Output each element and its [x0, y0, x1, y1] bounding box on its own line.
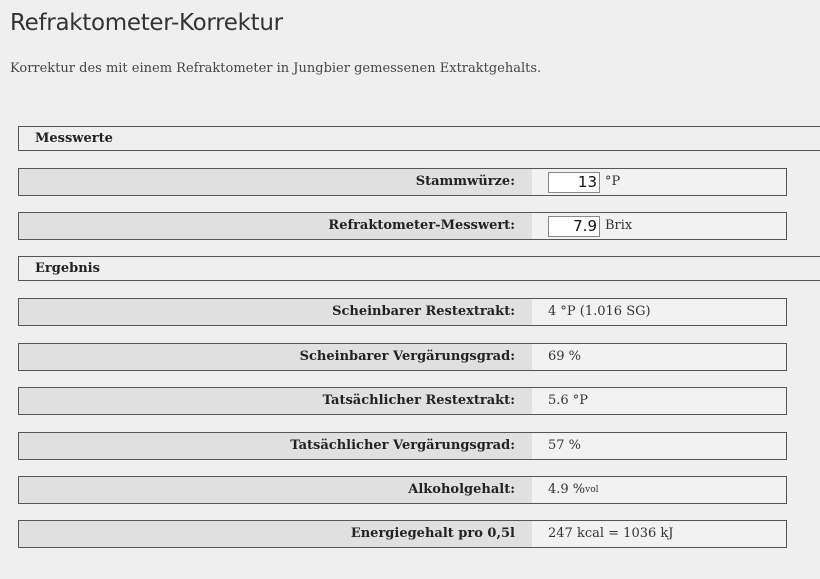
row-scheinbarer-restextrakt: [18, 298, 787, 326]
page-title: Refraktometer-Korrektur: [10, 10, 283, 36]
scheinbarer-vergaerungsgrad-value: 69 %: [548, 349, 582, 364]
energiegehalt-label: Energiegehalt pro 0,5l: [19, 521, 532, 547]
row-scheinbarer-vergaerungsgrad: [18, 343, 787, 371]
stammwuerze-value-cell: [532, 169, 786, 195]
alkoholgehalt-value: 4.9 %: [548, 482, 586, 497]
stammwuerze-input[interactable]: [548, 172, 600, 193]
tatsaechlicher-vergaerungsgrad-value: 57 %: [548, 438, 582, 453]
refraktometer-input[interactable]: [548, 216, 600, 237]
alkoholgehalt-value-cell: [532, 477, 786, 503]
energiegehalt-value: 247 kcal = 1036 kJ: [548, 526, 674, 541]
row-alkoholgehalt: [18, 476, 787, 504]
section-header-messwerte: Messwerte: [18, 126, 820, 151]
stammwuerze-unit: °P: [605, 174, 621, 189]
scheinbarer-restextrakt-value: 4 °P (1.016 SG): [548, 304, 651, 319]
tatsaechlicher-vergaerungsgrad-label: Tatsächlicher Vergärungsgrad:: [19, 433, 532, 459]
refraktometer-unit: Brix: [605, 218, 633, 233]
scheinbarer-restextrakt-label: Scheinbarer Restextrakt:: [19, 299, 532, 325]
refraktometer-label: Refraktometer-Messwert:: [19, 213, 532, 239]
row-tatsaechlicher-restextrakt: [18, 387, 787, 415]
row-tatsaechlicher-vergaerungsgrad: [18, 432, 787, 460]
stammwuerze-label: Stammwürze:: [19, 169, 532, 195]
tatsaechlicher-restextrakt-label: Tatsächlicher Restextrakt:: [19, 388, 532, 414]
alkoholgehalt-label: Alkoholgehalt:: [19, 477, 532, 503]
row-stammwuerze: [18, 168, 787, 196]
row-refraktometer: [18, 212, 787, 240]
row-energiegehalt: [18, 520, 787, 548]
alkoholgehalt-sub: vol: [585, 485, 599, 495]
intro-text: Korrektur des mit einem Refraktometer in Jungbier gemessenen Extraktgehalts.: [10, 61, 542, 76]
refraktometer-value-cell: [532, 213, 786, 239]
section-header-ergebnis: Ergebnis: [18, 256, 820, 281]
scheinbarer-vergaerungsgrad-label: Scheinbarer Vergärungsgrad:: [19, 344, 532, 370]
tatsaechlicher-restextrakt-value: 5.6 °P: [548, 393, 589, 408]
